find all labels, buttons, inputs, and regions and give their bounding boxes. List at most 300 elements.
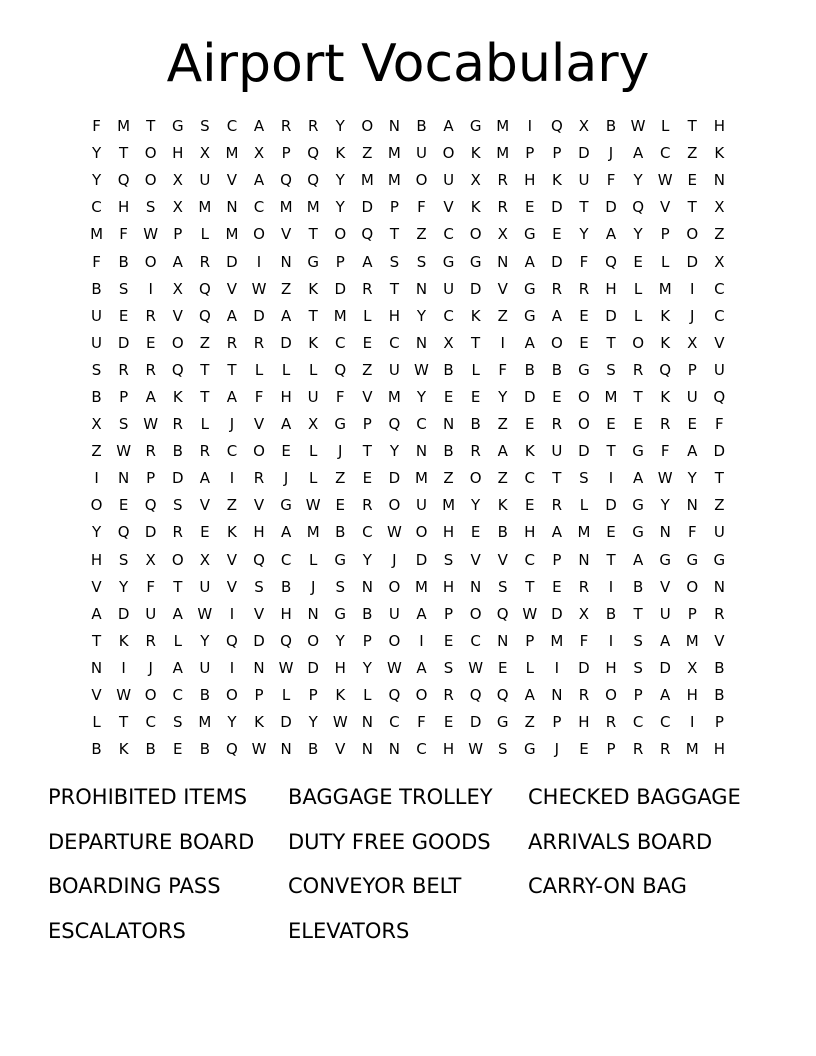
grid-letter: M bbox=[387, 171, 401, 190]
grid-letter: O bbox=[307, 631, 320, 650]
grid-letter: T bbox=[200, 387, 210, 406]
grid-letter: L bbox=[308, 442, 318, 461]
grid-letter: Z bbox=[497, 306, 508, 325]
grid-letter: A bbox=[524, 333, 535, 352]
grid-letter: B bbox=[145, 740, 156, 759]
grid-letter: E bbox=[525, 198, 535, 217]
grid-letter: Q bbox=[496, 604, 509, 623]
grid-letter: A bbox=[443, 117, 454, 136]
grid-row bbox=[83, 303, 733, 330]
grid-letter: K bbox=[551, 171, 562, 190]
grid-letter: G bbox=[523, 225, 536, 244]
grid-letter: B bbox=[199, 740, 210, 759]
grid-letter: T bbox=[687, 198, 697, 217]
grid-letter: D bbox=[605, 306, 617, 325]
grid-letter: V bbox=[443, 198, 454, 217]
grid-letter: G bbox=[171, 117, 184, 136]
grid-letter: G bbox=[578, 360, 590, 379]
grid-letter: U bbox=[443, 171, 455, 190]
grid-letter: O bbox=[632, 333, 644, 352]
grid-letter: T bbox=[119, 713, 129, 732]
grid-letter: P bbox=[660, 225, 670, 244]
grid-letter: S bbox=[118, 550, 129, 569]
grid-letter: E bbox=[525, 415, 535, 434]
grid-letter: F bbox=[606, 171, 616, 190]
grid-letter: B bbox=[443, 442, 454, 461]
grid-letter: X bbox=[199, 550, 210, 569]
grid-letter: Y bbox=[335, 198, 345, 217]
grid-letter: D bbox=[686, 252, 699, 271]
grid-letter: E bbox=[525, 496, 535, 515]
grid-letter: E bbox=[552, 387, 562, 406]
grid-letter: L bbox=[281, 360, 291, 379]
grid-row bbox=[83, 384, 733, 411]
grid-letter: R bbox=[199, 442, 211, 461]
grid-letter: P bbox=[389, 198, 399, 217]
grid-letter: L bbox=[363, 686, 372, 705]
grid-letter: M bbox=[685, 740, 699, 759]
grid-letter: B bbox=[524, 360, 535, 379]
grid-letter: N bbox=[551, 686, 563, 705]
grid-letter: R bbox=[362, 279, 373, 298]
grid-letter: F bbox=[715, 415, 724, 434]
grid-letter: P bbox=[254, 686, 264, 705]
grid-letter: F bbox=[660, 442, 670, 461]
grid-letter: B bbox=[714, 658, 725, 677]
grid-letter: N bbox=[253, 658, 265, 677]
grid-letter: H bbox=[605, 279, 617, 298]
grid-letter: E bbox=[579, 333, 589, 352]
grid-letter: Z bbox=[497, 415, 508, 434]
grid-letter: W bbox=[630, 117, 646, 136]
grid-letter: B bbox=[280, 577, 292, 596]
grid-row bbox=[83, 628, 733, 655]
grid-letter: S bbox=[173, 496, 183, 515]
grid-letter: Z bbox=[199, 333, 210, 352]
grid-letter: J bbox=[690, 306, 695, 325]
grid-letter: O bbox=[415, 171, 428, 190]
grid-letter: R bbox=[199, 252, 211, 271]
grid-letter: A bbox=[253, 171, 265, 190]
grid-letter: N bbox=[686, 496, 698, 515]
word-list-item: CONVEYOR BELT bbox=[288, 874, 462, 898]
grid-letter: L bbox=[471, 360, 480, 379]
grid-letter: O bbox=[442, 144, 455, 163]
grid-letter: V bbox=[226, 577, 238, 596]
grid-letter: N bbox=[118, 469, 130, 488]
grid-letter: Y bbox=[389, 442, 399, 461]
grid-letter: X bbox=[687, 658, 698, 677]
grid-letter: D bbox=[578, 658, 590, 677]
grid-letter: O bbox=[415, 686, 428, 705]
grid-letter: T bbox=[173, 577, 183, 596]
grid-letter: C bbox=[416, 415, 427, 434]
grid-letter: R bbox=[551, 279, 563, 298]
grid-letter: T bbox=[471, 333, 481, 352]
grid-letter: S bbox=[633, 658, 643, 677]
grid-letter: U bbox=[686, 387, 698, 406]
grid-letter: U bbox=[91, 333, 103, 352]
grid-letter: G bbox=[523, 306, 536, 325]
grid-letter: B bbox=[443, 360, 454, 379]
grid-row bbox=[83, 438, 733, 465]
grid-letter: K bbox=[118, 740, 129, 759]
grid-letter: S bbox=[118, 415, 129, 434]
grid-row bbox=[83, 357, 733, 384]
grid-letter: V bbox=[714, 333, 725, 352]
grid-letter: N bbox=[361, 577, 373, 596]
grid-letter: V bbox=[470, 550, 481, 569]
grid-letter: O bbox=[686, 225, 699, 244]
grid-letter: B bbox=[118, 252, 129, 271]
grid-letter: N bbox=[713, 577, 725, 596]
grid-letter: O bbox=[415, 523, 428, 542]
grid-letter: R bbox=[443, 686, 454, 705]
grid-letter: O bbox=[469, 469, 482, 488]
grid-letter: B bbox=[497, 523, 508, 542]
grid-letter: N bbox=[307, 604, 319, 623]
grid-letter: I bbox=[608, 469, 614, 488]
grid-letter: L bbox=[661, 252, 670, 271]
grid-letter: A bbox=[551, 306, 562, 325]
grid-letter: M bbox=[442, 496, 456, 515]
grid-letter: B bbox=[551, 360, 563, 379]
grid-letter: G bbox=[496, 713, 509, 732]
grid-letter: L bbox=[661, 117, 670, 136]
grid-letter: Q bbox=[226, 631, 238, 650]
grid-letter: N bbox=[280, 252, 292, 271]
grid-letter: Q bbox=[496, 686, 509, 705]
grid-letter: A bbox=[632, 469, 644, 488]
grid-letter: T bbox=[552, 469, 562, 488]
word-list-item: CARRY-ON BAG bbox=[528, 874, 687, 898]
grid-letter: O bbox=[171, 333, 184, 352]
grid-letter: Q bbox=[659, 360, 672, 379]
grid-letter: Q bbox=[171, 360, 184, 379]
grid-letter: B bbox=[199, 686, 210, 705]
grid-letter: P bbox=[335, 252, 345, 271]
grid-letter: B bbox=[91, 279, 102, 298]
grid-letter: U bbox=[307, 387, 319, 406]
grid-letter: I bbox=[608, 577, 614, 596]
grid-letter: X bbox=[172, 171, 183, 190]
grid-letter: P bbox=[687, 604, 697, 623]
grid-letter: Y bbox=[91, 171, 102, 190]
grid-letter: K bbox=[254, 713, 264, 732]
grid-letter: X bbox=[172, 279, 183, 298]
grid-letter: U bbox=[551, 442, 563, 461]
grid-letter: C bbox=[632, 713, 644, 732]
grid-letter: S bbox=[443, 550, 454, 569]
grid-letter: R bbox=[632, 360, 644, 379]
grid-letter: N bbox=[415, 279, 428, 298]
grid-letter: H bbox=[388, 306, 401, 325]
grid-letter: U bbox=[713, 360, 725, 379]
grid-letter: A bbox=[172, 604, 183, 623]
grid-letter: O bbox=[144, 171, 157, 190]
grid-letter: A bbox=[687, 442, 698, 461]
grid-letter: O bbox=[361, 117, 374, 136]
grid-letter: D bbox=[578, 144, 590, 163]
grid-letter: T bbox=[91, 631, 102, 650]
grid-row bbox=[83, 709, 733, 736]
grid-letter: Q bbox=[307, 171, 320, 190]
grid-letter: I bbox=[94, 469, 99, 488]
grid-letter: L bbox=[281, 686, 291, 705]
grid-letter: R bbox=[578, 279, 590, 298]
grid-letter: C bbox=[362, 523, 373, 542]
grid-letter: S bbox=[497, 740, 508, 759]
grid-letter: H bbox=[117, 198, 130, 217]
grid-letter: M bbox=[279, 198, 293, 217]
grid-letter: S bbox=[579, 469, 589, 488]
grid-letter: A bbox=[551, 523, 562, 542]
word-list-item: CHECKED BAGGAGE bbox=[528, 785, 741, 809]
grid-letter: T bbox=[146, 117, 156, 136]
grid-letter: B bbox=[605, 604, 617, 623]
grid-letter: D bbox=[713, 442, 726, 461]
grid-letter: H bbox=[442, 577, 455, 596]
grid-letter: T bbox=[119, 144, 129, 163]
grid-letter: G bbox=[469, 252, 482, 271]
grid-letter: R bbox=[172, 523, 183, 542]
grid-letter: I bbox=[256, 252, 262, 271]
grid-letter: Y bbox=[119, 577, 129, 596]
word-list-item: PROHIBITED ITEMS bbox=[48, 785, 248, 809]
grid-letter: U bbox=[91, 306, 103, 325]
grid-letter: F bbox=[417, 713, 426, 732]
grid-letter: Y bbox=[91, 523, 102, 542]
grid-letter: M bbox=[306, 523, 320, 542]
grid-row bbox=[83, 276, 733, 303]
grid-letter: A bbox=[280, 523, 292, 542]
grid-letter: B bbox=[605, 117, 617, 136]
grid-letter: G bbox=[523, 279, 536, 298]
grid-letter: Y bbox=[335, 171, 345, 190]
grid-letter: L bbox=[92, 713, 101, 732]
grid-letter: H bbox=[442, 523, 455, 542]
grid-letter: U bbox=[659, 604, 671, 623]
grid-letter: E bbox=[579, 740, 589, 759]
grid-letter: G bbox=[469, 117, 482, 136]
grid-letter: N bbox=[361, 740, 373, 759]
grid-letter: X bbox=[578, 117, 590, 136]
grid-letter: A bbox=[226, 387, 238, 406]
grid-letter: V bbox=[280, 225, 292, 244]
grid-letter: O bbox=[578, 415, 590, 434]
grid-letter: I bbox=[527, 117, 532, 136]
grid-letter: X bbox=[253, 144, 265, 163]
grid-letter: O bbox=[144, 686, 157, 705]
grid-letter: A bbox=[362, 252, 373, 271]
grid-letter: Y bbox=[91, 144, 102, 163]
grid-row bbox=[83, 519, 733, 546]
grid-letter: Y bbox=[579, 225, 589, 244]
grid-letter: S bbox=[335, 577, 345, 596]
grid-letter: W bbox=[386, 658, 402, 677]
grid-letter: T bbox=[308, 225, 318, 244]
grid-letter: A bbox=[660, 686, 671, 705]
grid-letter: I bbox=[690, 713, 695, 732]
grid-letter: J bbox=[392, 550, 397, 569]
grid-letter: Z bbox=[443, 469, 454, 488]
grid-letter: P bbox=[173, 225, 183, 244]
grid-letter: H bbox=[605, 658, 617, 677]
grid-letter: T bbox=[606, 333, 616, 352]
grid-letter: M bbox=[550, 631, 564, 650]
grid-letter: F bbox=[92, 117, 101, 136]
grid-letter: I bbox=[500, 333, 505, 352]
grid-letter: C bbox=[524, 550, 536, 569]
grid-letter: V bbox=[253, 415, 265, 434]
grid-letter: Y bbox=[200, 631, 210, 650]
grid-letter: X bbox=[470, 171, 481, 190]
grid-letter: H bbox=[334, 658, 346, 677]
grid-letter: O bbox=[144, 144, 157, 163]
grid-letter: M bbox=[225, 225, 239, 244]
grid-letter: C bbox=[416, 740, 427, 759]
grid-letter: E bbox=[579, 306, 589, 325]
letter-grid bbox=[83, 113, 733, 763]
word-list-item: ELEVATORS bbox=[288, 918, 410, 943]
grid-letter: E bbox=[470, 523, 481, 542]
grid-letter: L bbox=[254, 360, 264, 379]
grid-letter: S bbox=[497, 577, 508, 596]
grid-letter: Y bbox=[416, 306, 427, 325]
grid-letter: W bbox=[305, 496, 321, 515]
grid-letter: O bbox=[253, 225, 265, 244]
grid-letter: A bbox=[524, 252, 535, 271]
grid-letter: N bbox=[470, 577, 482, 596]
grid-letter: O bbox=[334, 225, 347, 244]
grid-letter: D bbox=[280, 713, 292, 732]
grid-letter: W bbox=[657, 171, 673, 190]
grid-letter: Q bbox=[361, 225, 374, 244]
grid-letter: Q bbox=[632, 198, 644, 217]
grid-letter: D bbox=[469, 713, 482, 732]
grid-letter: K bbox=[227, 523, 237, 542]
grid-letter: C bbox=[145, 713, 156, 732]
grid-letter: A bbox=[199, 469, 210, 488]
grid-letter: N bbox=[497, 631, 509, 650]
grid-letter: B bbox=[362, 604, 373, 623]
grid-letter: F bbox=[579, 631, 589, 650]
grid-letter: Y bbox=[362, 550, 372, 569]
grid-letter: W bbox=[468, 740, 484, 759]
grid-letter: Z bbox=[714, 496, 725, 515]
grid-letter: E bbox=[443, 631, 454, 650]
grid-letter: Y bbox=[660, 496, 670, 515]
grid-letter: Y bbox=[633, 225, 643, 244]
grid-letter: L bbox=[308, 469, 318, 488]
grid-letter: J bbox=[338, 442, 343, 461]
grid-letter: C bbox=[443, 225, 454, 244]
grid-letter: Z bbox=[362, 144, 373, 163]
grid-letter: L bbox=[308, 360, 318, 379]
grid-letter: K bbox=[470, 144, 481, 163]
grid-letter: A bbox=[416, 658, 427, 677]
grid-letter: S bbox=[389, 252, 400, 271]
grid-letter: P bbox=[146, 469, 156, 488]
grid-letter: O bbox=[550, 333, 563, 352]
grid-letter: G bbox=[307, 252, 319, 271]
grid-letter: X bbox=[497, 225, 508, 244]
grid-letter: R bbox=[578, 577, 590, 596]
grid-letter: K bbox=[470, 306, 481, 325]
grid-letter: A bbox=[280, 415, 292, 434]
grid-letter: U bbox=[415, 496, 427, 515]
grid-letter: A bbox=[497, 442, 508, 461]
grid-letter: N bbox=[280, 740, 292, 759]
grid-letter: O bbox=[605, 686, 617, 705]
grid-letter: X bbox=[199, 144, 210, 163]
grid-letter: Q bbox=[226, 740, 238, 759]
grid-letter: H bbox=[578, 713, 590, 732]
grid-letter: Q bbox=[198, 279, 211, 298]
grid-letter: R bbox=[497, 198, 508, 217]
grid-letter: B bbox=[470, 415, 481, 434]
grid-letter: L bbox=[308, 550, 318, 569]
grid-letter: G bbox=[334, 415, 347, 434]
grid-letter: P bbox=[606, 740, 616, 759]
grid-letter: C bbox=[91, 198, 102, 217]
grid-letter: R bbox=[362, 496, 373, 515]
grid-letter: C bbox=[470, 631, 481, 650]
grid-letter: I bbox=[229, 469, 235, 488]
grid-letter: D bbox=[171, 469, 184, 488]
grid-letter: M bbox=[198, 713, 212, 732]
grid-letter: V bbox=[714, 631, 725, 650]
grid-letter: H bbox=[524, 523, 536, 542]
word-list-item: BOARDING PASS bbox=[48, 874, 221, 898]
grid-row bbox=[83, 221, 733, 248]
grid-letter: M bbox=[387, 387, 401, 406]
grid-letter: W bbox=[116, 686, 132, 705]
grid-letter: U bbox=[145, 604, 157, 623]
grid-row bbox=[83, 682, 733, 709]
grid-letter: E bbox=[118, 306, 129, 325]
grid-letter: T bbox=[633, 387, 643, 406]
grid-row bbox=[83, 167, 733, 194]
grid-letter: K bbox=[308, 279, 319, 298]
grid-letter: N bbox=[226, 198, 238, 217]
grid-letter: I bbox=[121, 658, 126, 677]
grid-letter: A bbox=[605, 225, 617, 244]
grid-letter: A bbox=[660, 631, 671, 650]
grid-letter: N bbox=[415, 333, 428, 352]
grid-row bbox=[83, 736, 733, 763]
grid-letter: E bbox=[687, 171, 697, 190]
grid-letter: J bbox=[310, 577, 316, 596]
grid-letter: Q bbox=[117, 171, 130, 190]
grid-letter: G bbox=[523, 740, 536, 759]
grid-letter: G bbox=[686, 550, 699, 569]
grid-letter: H bbox=[280, 387, 292, 406]
grid-letter: B bbox=[91, 740, 102, 759]
grid-letter: M bbox=[658, 279, 672, 298]
grid-letter: D bbox=[578, 442, 590, 461]
grid-letter: A bbox=[524, 686, 535, 705]
grid-letter: R bbox=[118, 360, 129, 379]
grid-row bbox=[83, 140, 733, 167]
grid-letter: A bbox=[172, 252, 183, 271]
grid-letter: Z bbox=[714, 225, 725, 244]
grid-row bbox=[83, 655, 733, 682]
grid-letter: E bbox=[281, 442, 291, 461]
grid-letter: N bbox=[442, 415, 455, 434]
grid-letter: D bbox=[551, 198, 563, 217]
grid-letter: Q bbox=[280, 631, 292, 650]
